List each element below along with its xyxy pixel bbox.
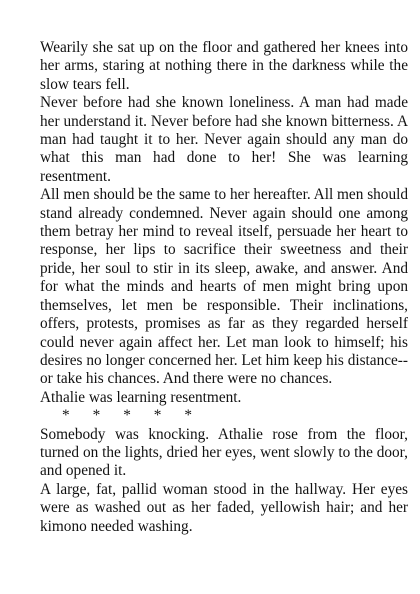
paragraph-1: Wearily she sat up on the floor and gathered her knees into her arms, staring at nothing there in the darkness while the slow tears fell. — [40, 39, 408, 93]
paragraph-2: Never before had she known loneliness. A man had made her understand it. Never before had she known bitterness. A man had taught it to her. Never again should any man do what this man had done to her! She was learning resentment. — [40, 94, 408, 185]
page-text — [40, 39, 408, 536]
section-break: * * * * * — [62, 407, 193, 425]
paragraph-4: Athalie was learning resentment. — [40, 388, 242, 406]
paragraph-3: All men should be the same to her hereafter. All men should stand already condemned. Never again should one among them betray her mind to reveal itself, persuade her heart to response, her lips to sacrifice their sweetness and their pride, her soul to stir in its sleep, awake, and answer. And for what the minds and hearts of men might bring upon themselves, let men be responsible. Their inclinations, offers, protests, promises as far as they regarded herself could never again affect her. Let man look to himself; his desires no longer concerned her. Let him keep his distance--or take his chances. And there were no chances. — [40, 186, 408, 388]
paragraph-6: A large, fat, pallid woman stood in the hallway. Her eyes were as washed out as her faded, yellowish hair; and her kimono needed washing. — [40, 480, 408, 535]
paragraph-5: Somebody was knocking. Athalie rose from the floor, turned on the lights, dried her eyes, went slowly to the door, and opened it. — [40, 425, 408, 480]
